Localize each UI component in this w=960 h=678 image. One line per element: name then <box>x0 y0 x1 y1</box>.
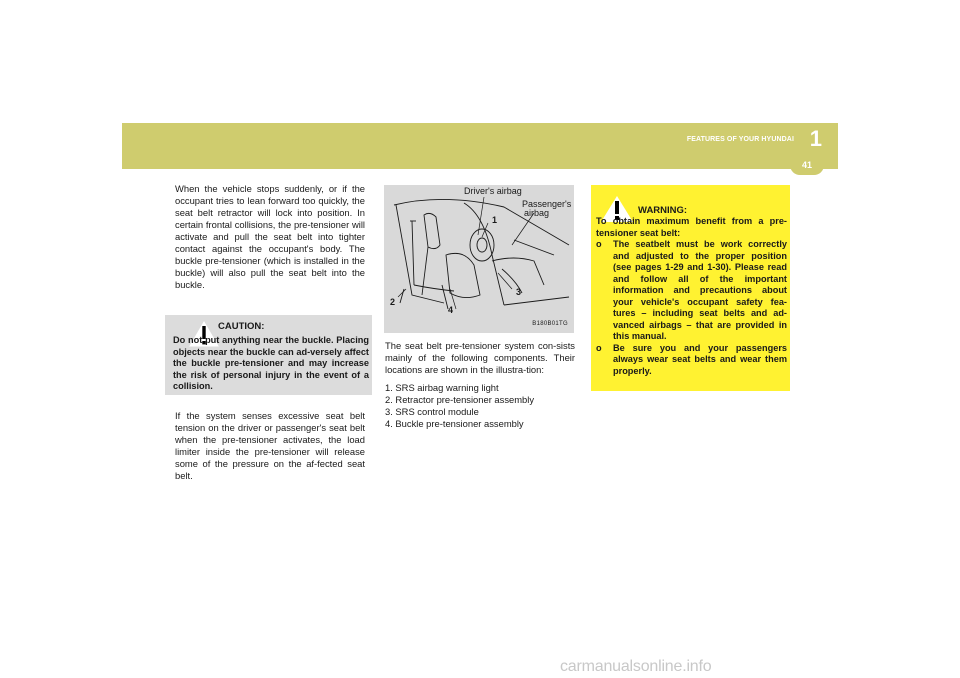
list-item: 2. Retractor pre-tensioner assembly <box>385 394 535 405</box>
paragraph-pretensioner-activation: When the vehicle stops suddenly, or if the occupant tries to lean forward too quickly, the seat belt retractor will lock into position. In certain frontal collisions, the pre-tensioner will activate and pull the seat belt into tighter contact against the occupant's body. The buckle pre-tensioner (which is installed in the buckle) will also pull the seat belt into the buckle. <box>175 183 365 290</box>
warning-body <box>596 216 787 377</box>
page-number: 41 <box>790 155 824 175</box>
list-item: 4. Buckle pre-tensioner assembly <box>385 418 524 429</box>
components-list <box>385 382 575 430</box>
list-item <box>596 239 787 343</box>
bullet-marker: o <box>596 342 602 353</box>
caution-box <box>165 315 372 395</box>
warning-bullet-text: The seatbelt must be work correctly and adjusted to the proper position (see pages 1-29 and 1-30). Please read and follow all of the important information and precautions about your vehicle's occupant safety fea-tures – including seat belts and ad-vanced airbags – that are provided in this manual. <box>613 239 787 341</box>
label-passengers-airbag-line1: Passenger's <box>522 199 572 209</box>
caution-title: CAUTION: <box>218 321 265 332</box>
watermark: carmanualsonline.info <box>560 658 712 675</box>
label-passengers-airbag-line2: airbag <box>524 208 550 218</box>
label-passengers-airbag <box>522 200 571 218</box>
warning-intro: To obtain maximum benefit from a pre-tensioner seat belt: <box>596 216 787 238</box>
warning-title: WARNING: <box>638 205 688 216</box>
callout-2: 2 <box>390 297 396 307</box>
paragraph-load-limiter: If the system senses excessive seat belt tension on the driver or passenger's seat belt when the pre-tensioner activates, the load limiter inside the pre-tensioner will release some of the pressure on the af-fected seat belt. <box>175 410 365 481</box>
warning-bullet-text: Be sure you and your passengers always wear seat belts and wear them properly. <box>613 342 787 376</box>
callout-1: 1 <box>492 215 498 225</box>
section-label: FEATURES OF YOUR HYUNDAI <box>686 136 794 143</box>
pretensioner-illustration <box>384 185 574 333</box>
caution-text: Do not put anything near the buckle. Placing objects near the buckle can ad-versely affect the buckle pre-tensioner and may increase the risk of personal injury in the event of a collision. <box>173 335 369 392</box>
figure-code: B180B01TG <box>532 321 568 327</box>
components-intro: The seat belt pre-tensioner system con-sists mainly of the following components. Their locations are shown in the illustra-tion: <box>385 340 575 375</box>
warning-bullets <box>596 239 787 377</box>
list-item: 1. SRS airbag warning light <box>385 382 499 393</box>
chapter-number: 1 <box>809 126 822 151</box>
list-item <box>596 343 787 378</box>
list-item: 3. SRS control module <box>385 406 479 417</box>
warning-box <box>591 185 790 391</box>
label-drivers-airbag: Driver's airbag <box>464 186 522 196</box>
callout-3: 3 <box>516 287 522 297</box>
header-band <box>122 123 838 169</box>
callout-4: 4 <box>448 305 454 315</box>
column-middle <box>385 340 575 430</box>
bullet-marker: o <box>596 239 602 249</box>
